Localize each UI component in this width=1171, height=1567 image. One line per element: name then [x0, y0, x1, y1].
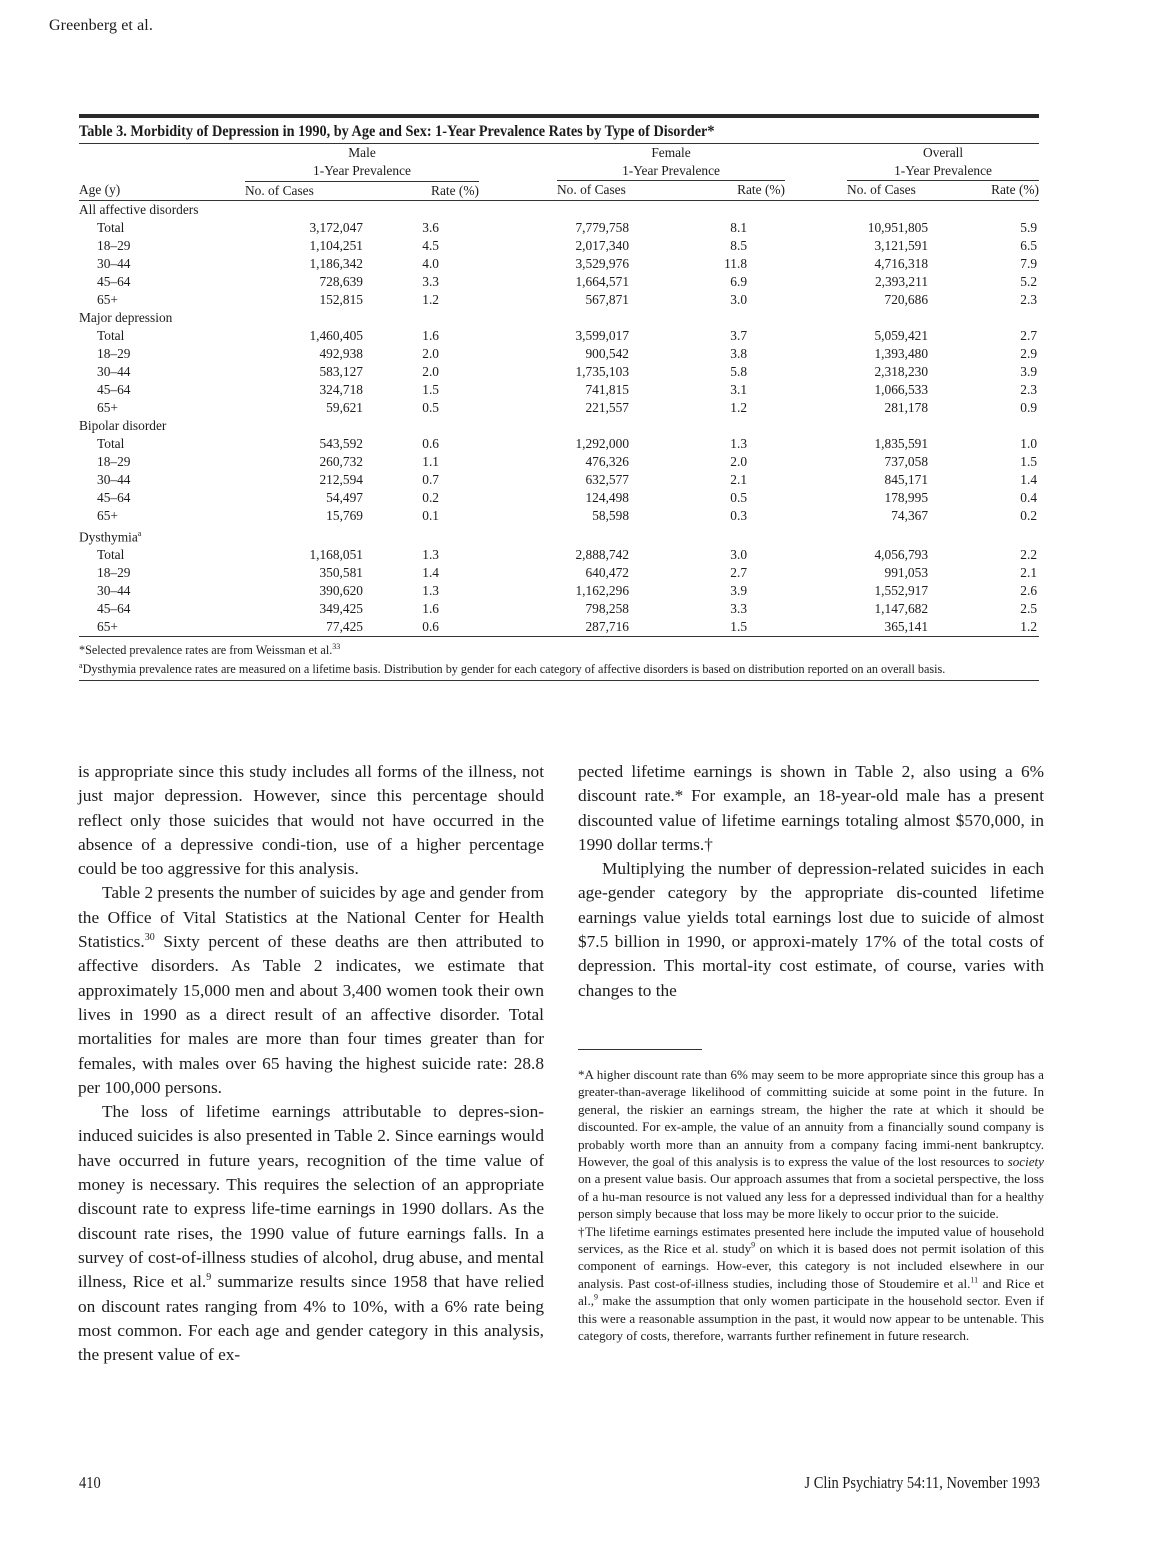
value-cell: 3.1 — [730, 381, 748, 397]
age-group-cell: 30–44 — [97, 582, 131, 598]
table-row — [79, 582, 1039, 600]
value-cell: 1,147,682 — [874, 600, 929, 616]
value-cell: 741,815 — [585, 381, 630, 397]
value-cell: 4,716,318 — [874, 255, 929, 271]
table-row — [79, 564, 1039, 582]
value-cell: 567,871 — [585, 291, 630, 307]
value-cell: 1,292,000 — [575, 435, 630, 451]
table-row — [79, 291, 1039, 309]
table-row — [79, 546, 1039, 564]
value-cell: 3.9 — [1020, 363, 1038, 379]
value-cell: 10,951,805 — [867, 219, 929, 235]
value-cell: 6.9 — [730, 273, 748, 289]
value-cell: 4.0 — [422, 255, 440, 271]
value-cell: 3,529,976 — [575, 255, 630, 271]
age-group-cell: Total — [97, 435, 125, 451]
paragraph: Multiplying the number of depression-related suicides in each age-gender category by the appropriate dis-counted lifetime earnings value yields total earnings lost due to suicide of almost $7.5 billion in 1990, or approxi-mately 17% of the total costs of depression. This mortal-ity cost estimate, of course, varies with changes to the — [578, 859, 1044, 1000]
value-cell: 1,066,533 — [874, 381, 929, 397]
col-header-overall-rate: Rate (%) — [968, 181, 1039, 200]
value-cell: 1.6 — [422, 600, 440, 616]
table-row — [79, 435, 1039, 453]
table-top-rule — [79, 114, 1039, 118]
value-cell: 4.5 — [422, 237, 440, 253]
col-header-age: Age (y) — [79, 181, 245, 200]
paragraph: The loss of lifetime earnings attributable to depres-sion-induced suicides is also presented in Table 2. Since earnings would have occurred in future years, recognition of the time value of money is necessary. This requires the selection of an appropriate discount rate to express life-time earnings in 1990 dollars. As the discount rate rises, the 1990 value of future earnings falls. In a survey of cost-of-illness studies of alcohol, drug abuse, and mental illness, Rice et al.$^9$ summarize results since 1958 that have relied on discount rates ranging from 4% to 10%, with a 6% rate being most common. For each age and gender category in this analysis, the present value of ex- — [78, 1102, 544, 1365]
value-cell: 2.3 — [1020, 381, 1038, 397]
age-group-cell: 45–64 — [97, 381, 131, 397]
value-cell: 1.5 — [671, 618, 785, 637]
value-cell: 0.2 — [1020, 507, 1038, 523]
age-group-cell: Total — [97, 546, 125, 562]
value-cell: 632,577 — [585, 471, 630, 487]
age-group-cell: 30–44 — [97, 471, 131, 487]
running-head: Greenberg et al. — [49, 17, 153, 34]
value-cell: 2.2 — [1020, 546, 1038, 562]
value-cell: 640,472 — [585, 564, 630, 580]
age-group-cell: 30–44 — [97, 363, 131, 379]
age-group-cell: 65+ — [97, 507, 118, 523]
age-group-cell: 30–44 — [97, 255, 131, 271]
value-cell: 7,779,758 — [575, 219, 630, 235]
value-cell: 1.6 — [422, 327, 440, 343]
table-row — [79, 381, 1039, 399]
table-row — [79, 327, 1039, 345]
age-group-cell: Total — [97, 219, 125, 235]
value-cell: 2.5 — [1020, 600, 1038, 616]
value-cell: 5.2 — [1020, 273, 1038, 289]
value-cell: 350,581 — [319, 564, 363, 580]
value-cell: 583,127 — [319, 363, 363, 379]
value-cell: 3.0 — [730, 546, 748, 562]
value-cell: 1,664,571 — [575, 273, 630, 289]
value-cell: 2.7 — [1020, 327, 1038, 343]
value-cell: 8.5 — [730, 237, 748, 253]
value-cell: 1.5 — [422, 381, 440, 397]
value-cell: 2.1 — [1020, 564, 1038, 580]
prevalence-table — [79, 144, 1039, 637]
value-cell: 1,460,405 — [309, 327, 363, 343]
value-cell: 1,162,296 — [575, 582, 630, 598]
value-cell: 0.6 — [363, 618, 479, 637]
footnote-dagger: †The lifetime earnings estimates presented here include the imputed value of household services, as the Rice et al. study$^9$ on which it is based does not permit isolation of this component of earnings. How-ever, this category is not included elsewhere in our analysis. Past cost-of-illness studies, including those of Stoudemire et al.$^{11}$ and Rice et al.,$^9$ make the assumption that only women participate in the household sector. Even if this were a reasonable assumption in the past, it would now appear to be untenable. This category of costs, therefore, warrants further refinement in future research. — [578, 1223, 1045, 1344]
value-cell: 287,716 — [479, 618, 671, 637]
value-cell: 349,425 — [319, 600, 363, 616]
table-row — [79, 363, 1039, 381]
value-cell: 0.2 — [422, 489, 440, 505]
age-group-cell: 65+ — [79, 618, 245, 637]
value-cell: 1,552,917 — [874, 582, 929, 598]
value-cell: 178,995 — [884, 489, 929, 505]
col-header-male-rate: Rate (%) — [363, 181, 479, 200]
value-cell: 1.2 — [968, 618, 1039, 637]
value-cell: 2,888,742 — [575, 546, 630, 562]
value-cell: 1.3 — [422, 546, 440, 562]
value-cell: 543,592 — [319, 435, 363, 451]
value-cell: 390,620 — [319, 582, 363, 598]
value-cell: 7.9 — [1020, 255, 1038, 271]
value-cell: 0.3 — [730, 507, 748, 523]
value-cell: 5.9 — [1020, 219, 1038, 235]
col-header-overall-cases: No. of Cases — [785, 181, 968, 200]
value-cell: 900,542 — [585, 345, 630, 361]
age-group-cell: 65+ — [97, 291, 118, 307]
value-cell: 737,058 — [884, 453, 929, 469]
value-cell: 212,594 — [319, 471, 363, 487]
value-cell: 3.3 — [730, 600, 748, 616]
value-cell: 0.4 — [1020, 489, 1038, 505]
age-group-cell: 18–29 — [97, 564, 131, 580]
value-cell: 365,141 — [785, 618, 968, 637]
value-cell: 1.4 — [422, 564, 440, 580]
footnote-star: *A higher discount rate than 6% may seem to be more appropriate since this group has a greater-than-average likelihood of committing suicide at some point in the future. In general, the riskier an earnings stream, the higher the rate at which it should be discounted. For ex-ample, the value of an annuity from a financially sound company is probably worth more than an annuity from a company facing immi-nent bankruptcy. However, the goal of this analysis is to express the value of the lost resources to society on a present value basis. Our approach assumes that from a societal perspective, the loss of a hu-man resource is not valued any less for a depressed individual than for a healthy person simply because that loss may be more likely to occur prior to the suicide. — [578, 1066, 1044, 1222]
value-cell: 2.0 — [422, 363, 440, 379]
section-label: Bipolar disorder — [79, 417, 167, 433]
value-cell: 1.3 — [730, 435, 748, 451]
value-cell: 3.6 — [422, 219, 440, 235]
footnote-rule — [578, 1049, 702, 1050]
value-cell: 0.1 — [422, 507, 440, 523]
table-3 — [79, 114, 1039, 681]
value-cell: 152,815 — [319, 291, 363, 307]
value-cell: 0.9 — [1020, 399, 1038, 415]
value-cell: 2.9 — [1020, 345, 1038, 361]
section-label: Major depression — [79, 309, 173, 325]
value-cell: 124,498 — [585, 489, 630, 505]
section-label: All affective disorders — [79, 201, 199, 217]
value-cell: 1,168,051 — [309, 546, 363, 562]
table-bottom-rule — [79, 680, 1039, 681]
value-cell: 324,718 — [319, 381, 363, 397]
value-cell: 2,393,211 — [874, 273, 929, 289]
value-cell: 2,318,230 — [874, 363, 929, 379]
value-cell: 58,598 — [592, 507, 630, 523]
value-cell: 2,017,340 — [575, 237, 630, 253]
value-cell: 3,121,591 — [874, 237, 929, 253]
value-cell: 2.1 — [730, 471, 748, 487]
value-cell: 1.3 — [422, 582, 440, 598]
group-sub-male: 1-Year Prevalence — [245, 162, 479, 181]
value-cell: 0.6 — [422, 435, 440, 451]
table-row — [79, 219, 1039, 237]
value-cell: 1,393,480 — [874, 345, 929, 361]
value-cell: 1.1 — [422, 453, 440, 469]
group-header-female: Female — [651, 145, 691, 160]
value-cell: 1,186,342 — [309, 255, 363, 271]
value-cell: 59,621 — [326, 399, 363, 415]
table-row — [79, 600, 1039, 618]
table-row — [79, 255, 1039, 273]
table-row — [79, 453, 1039, 471]
value-cell: 74,367 — [891, 507, 929, 523]
value-cell: 1.2 — [422, 291, 440, 307]
value-cell: 5.8 — [730, 363, 748, 379]
value-cell: 720,686 — [884, 291, 929, 307]
paragraph: pected lifetime earnings is shown in Table 2, also using a 6% discount rate.* For example, an 18-year-old male has a present discounted value of lifetime earnings totaling almost $570,000, in 1990 dollar terms.† — [578, 762, 1044, 854]
value-cell: 492,938 — [319, 345, 363, 361]
value-cell: 3.7 — [730, 327, 748, 343]
value-cell: 0.5 — [730, 489, 748, 505]
age-group-cell: 45–64 — [97, 600, 131, 616]
value-cell: 54,497 — [326, 489, 363, 505]
age-group-cell: 45–64 — [97, 489, 131, 505]
value-cell: 1.2 — [730, 399, 748, 415]
value-cell: 77,425 — [245, 618, 363, 637]
journal-citation: J Clin Psychiatry 54:11, November 1993 — [804, 1473, 1040, 1492]
group-header-male: Male — [348, 145, 376, 160]
value-cell: 6.5 — [1020, 237, 1038, 253]
value-cell: 3.8 — [730, 345, 748, 361]
value-cell: 2.7 — [730, 564, 748, 580]
value-cell: 2.0 — [730, 453, 748, 469]
value-cell: 0.5 — [422, 399, 440, 415]
col-header-female-rate: Rate (%) — [671, 181, 785, 200]
group-header-overall: Overall — [922, 145, 964, 160]
section-label: Dysthymia$^a$ — [79, 528, 142, 544]
table-row — [79, 471, 1039, 489]
value-cell: 2.0 — [422, 345, 440, 361]
value-cell: 5,059,421 — [874, 327, 929, 343]
value-cell: 4,056,793 — [874, 546, 929, 562]
value-cell: 15,769 — [326, 507, 363, 523]
col-header-male-cases: No. of Cases — [245, 181, 363, 200]
section-row — [79, 200, 1039, 219]
table-row — [79, 273, 1039, 291]
value-cell: 2.6 — [1020, 582, 1038, 598]
value-cell: 3.9 — [730, 582, 748, 598]
value-cell: 3,172,047 — [309, 219, 363, 235]
group-sub-overall: 1-Year Prevalence — [847, 162, 1039, 181]
value-cell: 991,053 — [884, 564, 929, 580]
section-row — [79, 417, 1039, 435]
value-cell: 1,104,251 — [309, 237, 363, 253]
table-row — [79, 399, 1039, 417]
age-group-cell: 18–29 — [97, 453, 131, 469]
table-notes — [79, 639, 1039, 677]
value-cell: 221,557 — [585, 399, 630, 415]
value-cell: 1.5 — [1020, 453, 1038, 469]
body-column-left — [78, 760, 544, 1367]
value-cell: 3.0 — [730, 291, 748, 307]
value-cell: 8.1 — [730, 219, 748, 235]
value-cell: 1.0 — [1020, 435, 1038, 451]
value-cell: 1,835,591 — [874, 435, 929, 451]
value-cell: 1,735,103 — [575, 363, 630, 379]
value-cell: 2.3 — [1020, 291, 1038, 307]
table-note-a: $^a$Dysthymia prevalence rates are measured on a lifetime basis. Distribution by gender for each category of affective disorders is based on distribution reported on an overall basis. — [79, 661, 946, 677]
body-column-right — [578, 760, 1044, 1344]
paragraph: Table 2 presents the number of suicides by age and gender from the Office of Vital Statistics at the National Center for Health Statistics.$^{30}$ Sixty percent of these deaths are then attributed to affective disorders. As Table 2 indicates, we estimate that approximately 15,000 men and about 3,400 women took their own lives in 1990 as a direct result of an affective disorder. Total mortalities for males are more than four times greater than for females, with males over 65 having the highest suicide rate: 28.8 per 100,000 persons. — [78, 883, 544, 1097]
value-cell: 845,171 — [884, 471, 929, 487]
age-group-cell: 18–29 — [97, 237, 131, 253]
table-title: Table 3. Morbidity of Depression in 1990, by Age and Sex: 1-Year Prevalence Rates by Type of Disorder* — [79, 123, 715, 140]
value-cell: 728,639 — [319, 273, 363, 289]
table-note-star: *Selected prevalence rates are from Weissman et al.$^{33}$ — [79, 641, 341, 658]
table-row — [79, 507, 1039, 525]
value-cell: 281,178 — [884, 399, 929, 415]
table-row — [79, 345, 1039, 363]
section-row — [79, 525, 1039, 546]
table-row — [79, 618, 1039, 637]
table-row — [79, 237, 1039, 255]
col-header-female-cases: No. of Cases — [479, 181, 671, 200]
age-group-cell: Total — [97, 327, 125, 343]
value-cell: 11.8 — [724, 255, 748, 271]
age-group-cell: 45–64 — [97, 273, 131, 289]
table-row — [79, 489, 1039, 507]
age-group-cell: 65+ — [97, 399, 118, 415]
value-cell: 3.3 — [422, 273, 440, 289]
section-row — [79, 309, 1039, 327]
value-cell: 798,258 — [585, 600, 630, 616]
value-cell: 476,326 — [585, 453, 630, 469]
page-number: 410 — [79, 1473, 101, 1492]
group-sub-female: 1-Year Prevalence — [557, 162, 785, 181]
age-group-cell: 18–29 — [97, 345, 131, 361]
value-cell: 260,732 — [319, 453, 363, 469]
value-cell: 0.7 — [422, 471, 440, 487]
value-cell: 3,599,017 — [575, 327, 630, 343]
value-cell: 1.4 — [1020, 471, 1038, 487]
paragraph: is appropriate since this study includes all forms of the illness, not just major depression. However, since this percentage should reflect only those suicides that would not have occurred in the absence of a depressive condi-tion, use of a higher percentage could be too aggressive for this analysis. — [78, 762, 544, 879]
